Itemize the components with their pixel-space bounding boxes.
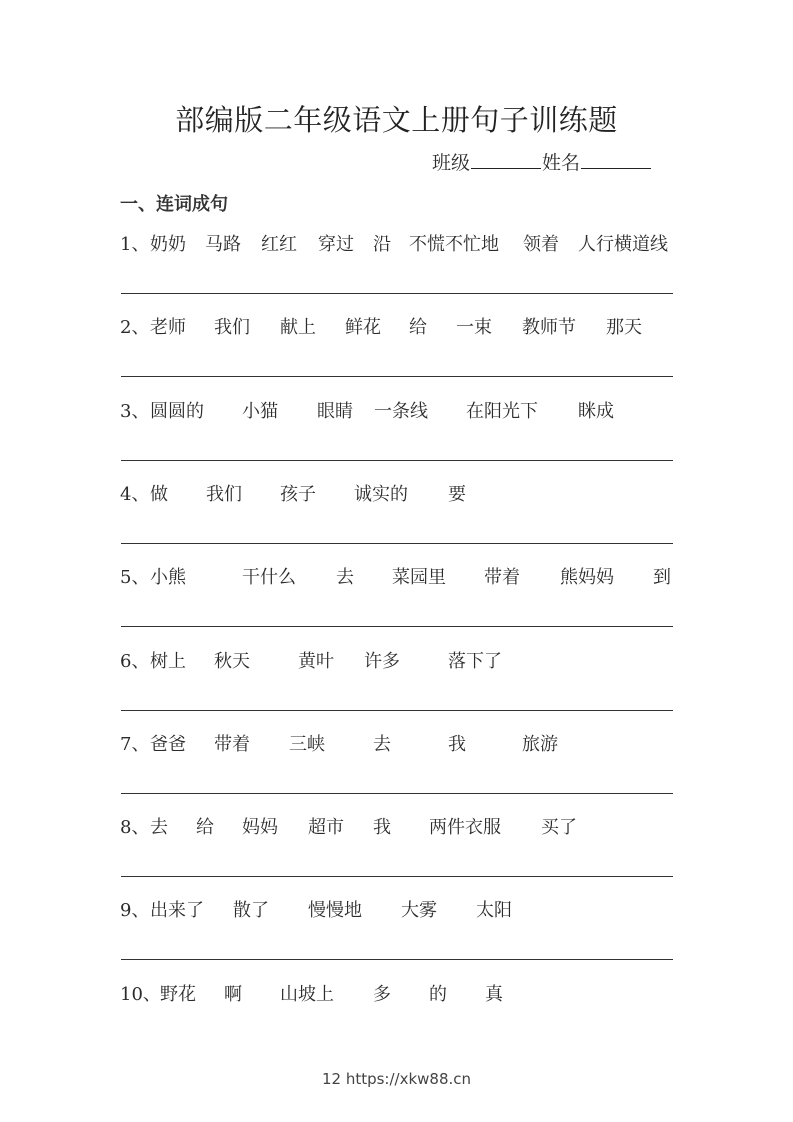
class-label: 班级 [432,152,471,174]
word-card: 奶奶 [150,234,186,255]
question-9 [120,896,673,926]
word-card: 我 [448,733,466,755]
answer-line[interactable] [121,876,673,877]
word-card: 我们 [214,317,250,339]
word-card: 我 [373,817,391,839]
word-card: 买了 [541,817,577,839]
word-card: 那天 [606,317,642,339]
question-number: 3、 [120,400,150,422]
word-card: 多 [373,983,391,1005]
word-card: 许多 [364,650,400,672]
word-card: 秋天 [214,650,250,672]
question-number: 4、 [120,483,150,505]
answer-line[interactable] [121,460,673,461]
word-card: 黄叶 [298,650,334,672]
word-card: 去 [336,567,354,589]
word-card: 领着 [523,234,559,255]
word-card: 带着 [484,567,520,589]
word-card: 落下了 [448,650,502,672]
question-number: 6、 [120,650,150,672]
section-title: 一、连词成句 [120,194,228,215]
page-footer: 12 https://xkw88.cn [321,1070,472,1088]
word-card: 旅游 [522,733,558,755]
word-card: 沿 [373,234,391,255]
word-card: 两件衣服 [429,817,501,839]
word-card: 菜园里 [392,567,446,589]
word-card: 的 [429,983,447,1005]
word-card: 去 [373,733,391,755]
word-card: 眯成 [578,400,614,422]
word-card: 孩子 [280,483,316,505]
word-card: 超市 [308,817,344,839]
answer-line[interactable] [121,710,673,711]
word-card: 献上 [280,317,316,339]
word-card: 熊妈妈 [560,567,614,589]
answer-line[interactable] [121,959,673,960]
question-10 [120,980,673,1010]
word-card: 穿过 [318,234,354,255]
word-card: 诚实的 [354,483,408,505]
word-card: 老师 [150,317,186,339]
word-card: 给 [409,317,427,339]
question-number: 8、 [120,817,150,839]
question-4 [120,480,673,510]
answer-line[interactable] [121,293,673,294]
word-card: 到 [653,567,671,589]
page-title: 部编版二年级语文上册句子训练题 [175,103,618,137]
name-blank[interactable] [581,150,651,169]
question-number: 5、 [120,567,150,589]
word-card: 做 [150,483,168,505]
word-card: 眼睛 [317,400,353,422]
word-card: 圆圆的 [150,400,204,422]
word-card: 给 [196,817,214,839]
word-card: 野花 [160,983,196,1005]
word-card: 人行横道线 [578,234,668,255]
question-8 [120,813,673,843]
word-card: 我们 [206,483,242,505]
question-1 [120,230,673,260]
word-card: 大雾 [401,900,437,922]
word-card: 不慌不忙地 [409,234,499,255]
word-card: 一条线 [374,400,428,422]
word-card: 真 [485,983,503,1005]
word-card: 出来了 [150,900,204,922]
word-card: 慢慢地 [308,900,362,922]
question-6 [120,647,673,677]
question-number: 2、 [120,317,150,339]
word-card: 教师节 [522,317,576,339]
word-card: 带着 [214,733,250,755]
answer-line[interactable] [121,793,673,794]
word-card: 一束 [456,317,492,339]
word-card: 要 [448,483,466,505]
word-card: 鲜花 [345,317,381,339]
question-number: 1、 [120,234,150,255]
word-card: 去 [150,817,168,839]
question-number: 10、 [120,983,161,1005]
question-number: 7、 [120,733,150,755]
question-5 [120,563,673,593]
student-info [432,148,652,175]
word-card: 马路 [205,234,241,255]
name-label: 姓名 [542,152,581,174]
class-blank[interactable] [471,150,541,169]
question-2 [120,313,673,343]
word-card: 树上 [150,650,186,672]
word-card: 干什么 [242,567,296,589]
word-card: 妈妈 [242,817,278,839]
word-card: 红红 [261,234,297,255]
word-card: 在阳光下 [466,400,538,422]
word-card: 小熊 [150,567,186,589]
word-card: 啊 [224,983,242,1005]
answer-line[interactable] [121,626,673,627]
word-card: 爸爸 [150,733,186,755]
answer-line[interactable] [121,543,673,544]
word-card: 太阳 [476,900,512,922]
question-number: 9、 [120,900,150,922]
word-card: 三峡 [289,733,325,755]
question-3 [120,397,673,427]
answer-line[interactable] [121,376,673,377]
word-card: 山坡上 [280,983,334,1005]
word-card: 小猫 [242,400,278,422]
word-card: 散了 [233,900,269,922]
question-7 [120,730,673,760]
